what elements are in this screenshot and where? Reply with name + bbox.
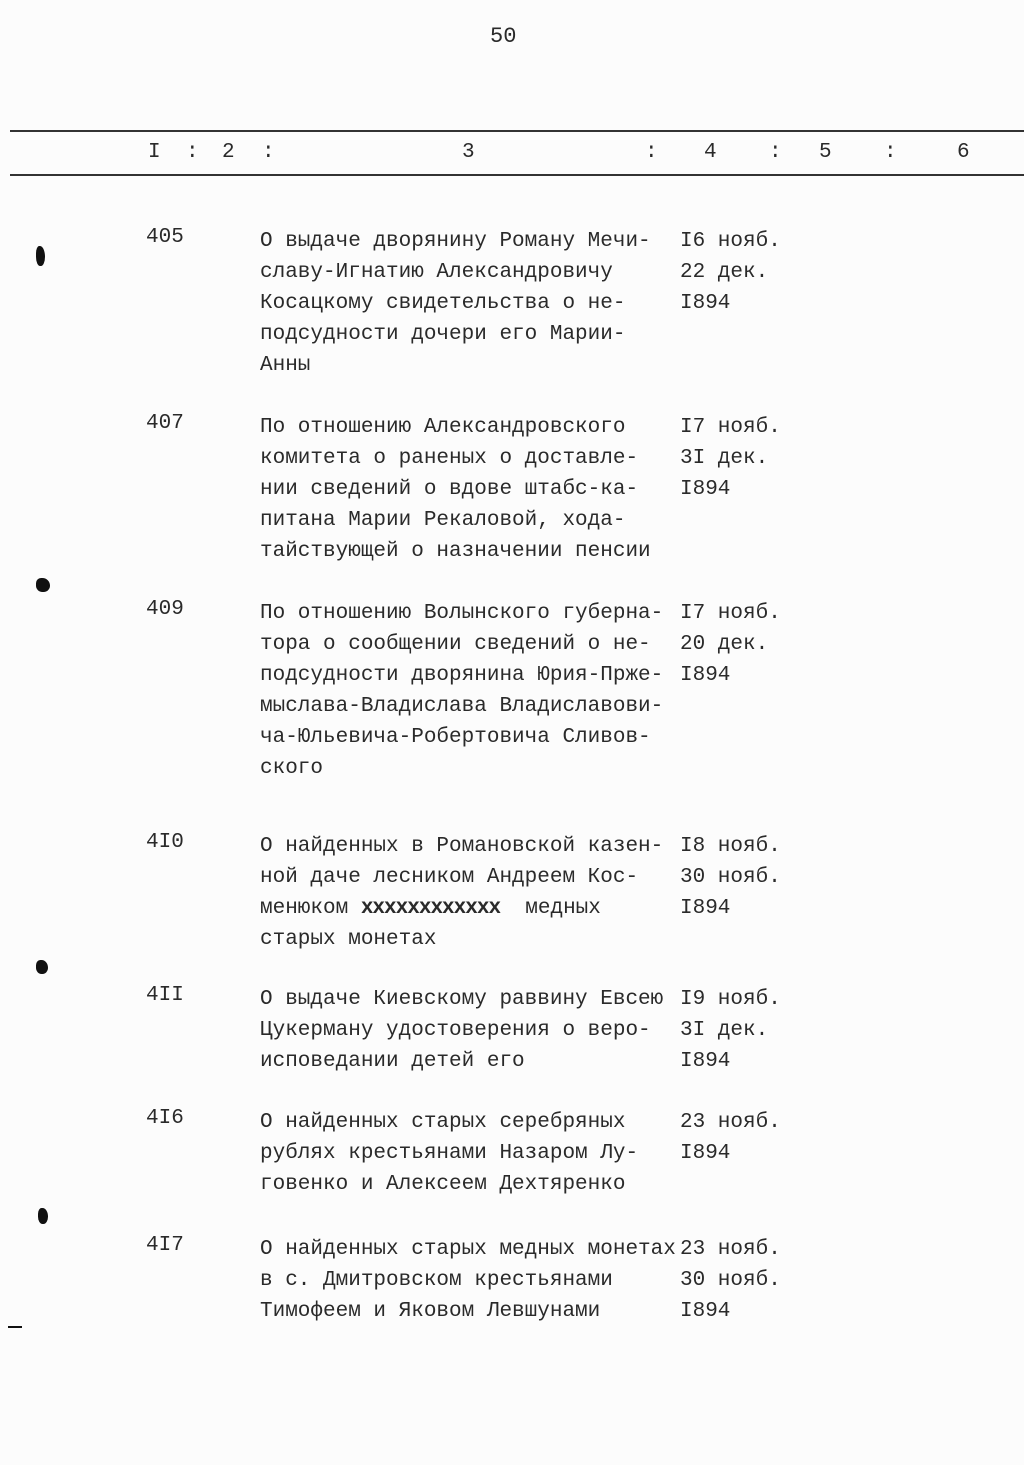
date-line: I894 <box>680 1050 731 1073</box>
date-line: I894 <box>680 1142 731 1165</box>
entry-number: 409 <box>146 598 184 621</box>
description-line: подсудности дворянина Юрия-Прже- <box>260 664 664 687</box>
column-header-1: I <box>148 141 161 164</box>
description-line: питана Марии Рекаловой, хода- <box>260 509 626 532</box>
margin-mark <box>38 1208 48 1224</box>
description-line: О выдаче Киевскому раввину Евсею <box>260 988 664 1011</box>
column-separator: : <box>262 141 275 164</box>
description-line: ной даче лесником Андреем Кос- <box>260 866 639 889</box>
page-number: 50 <box>490 24 517 49</box>
date-line: 3I дек. <box>680 1019 769 1042</box>
column-header-2: 2 <box>222 141 235 164</box>
date-line: 30 нояб. <box>680 1269 781 1292</box>
date-line: I894 <box>680 292 731 315</box>
description-line: Косацкому свидетельства о не- <box>260 292 626 315</box>
description-line: мыслава-Владислава Владиславови- <box>260 695 664 718</box>
description-line: в с. Дмитровском крестьянами <box>260 1269 613 1292</box>
date-line: 3I дек. <box>680 447 769 470</box>
date-line: I894 <box>680 664 731 687</box>
entry-dates <box>680 1107 781 1169</box>
column-separator: : <box>645 141 658 164</box>
column-header-3: 3 <box>462 141 475 164</box>
date-line: I7 нояб. <box>680 416 781 439</box>
entry-description <box>260 412 651 567</box>
struck-out-text: хххххххххххх <box>360 897 501 920</box>
date-line: 22 дек. <box>680 261 769 284</box>
column-header-4: 4 <box>704 141 717 164</box>
description-line: О выдаче дворянину Роману Мечи- <box>260 230 651 253</box>
description-line: подсудности дочери его Марии- <box>260 323 626 346</box>
description-line: По отношению Александровского <box>260 416 626 439</box>
header-top-rule <box>10 130 1024 132</box>
entry-description <box>260 1107 638 1200</box>
entry-dates <box>680 226 781 319</box>
date-line: 23 нояб. <box>680 1238 781 1261</box>
date-line: 23 нояб. <box>680 1111 781 1134</box>
description-line: комитета о раненых о доставле- <box>260 447 639 470</box>
entry-dates <box>680 831 781 924</box>
description-line <box>260 893 663 924</box>
column-separator: : <box>884 141 897 164</box>
margin-mark <box>36 246 45 266</box>
description-line: Анны <box>260 354 311 377</box>
column-separator: : <box>769 141 782 164</box>
description-line: славу-Игнатию Александровичу <box>260 261 613 284</box>
date-line: I894 <box>680 897 731 920</box>
description-line: ского <box>260 757 324 780</box>
entry-number: 4I7 <box>146 1234 184 1257</box>
entry-number: 4I0 <box>146 831 184 854</box>
entry-dates <box>680 984 781 1077</box>
date-line: I894 <box>680 478 731 501</box>
description-text: менюком <box>260 897 361 920</box>
entry-number: 4II <box>146 984 184 1007</box>
date-line: I8 нояб. <box>680 835 781 858</box>
description-line: О найденных старых медных монетах <box>260 1238 676 1261</box>
date-line: 30 нояб. <box>680 866 781 889</box>
column-separator: : <box>186 141 199 164</box>
description-line: О найденных старых серебряных <box>260 1111 626 1134</box>
description-line: рублях крестьянами Назаром Лу- <box>260 1142 639 1165</box>
entry-number: 407 <box>146 412 184 435</box>
description-line: По отношению Волынского губерна- <box>260 602 664 625</box>
entry-description <box>260 831 663 955</box>
header-bottom-rule <box>10 174 1024 176</box>
description-line: тайствующей о назначении пенсии <box>260 540 651 563</box>
description-text: медных <box>500 897 601 920</box>
description-line: нии сведений о вдове штабс-ка- <box>260 478 639 501</box>
date-line: I894 <box>680 1300 731 1323</box>
column-header-6: 6 <box>957 141 970 164</box>
entry-description <box>260 1234 676 1327</box>
entry-description <box>260 984 663 1077</box>
description-line: тора о сообщении сведений о не- <box>260 633 651 656</box>
margin-mark <box>36 960 48 974</box>
description-line: говенко и Алексеем Дехтяренко <box>260 1173 626 1196</box>
description-line: Цукерману удостоверения о веро- <box>260 1019 651 1042</box>
entry-number: 405 <box>146 226 184 249</box>
column-header-5: 5 <box>819 141 832 164</box>
entry-description <box>260 226 651 381</box>
description-line: исповедании детей его <box>260 1050 525 1073</box>
date-line: 20 дек. <box>680 633 769 656</box>
description-line: ча-Юльевича-Робертовича Сливов- <box>260 726 651 749</box>
date-line: I7 нояб. <box>680 602 781 625</box>
description-line: старых монетах <box>260 928 437 951</box>
description-line: Тимофеем и Яковом Левшунами <box>260 1300 601 1323</box>
date-line: I6 нояб. <box>680 230 781 253</box>
description-line: О найденных в Романовской казен- <box>260 835 664 858</box>
date-line: I9 нояб. <box>680 988 781 1011</box>
margin-mark <box>8 1326 22 1328</box>
entry-dates <box>680 598 781 691</box>
entry-dates <box>680 1234 781 1327</box>
entry-dates <box>680 412 781 505</box>
entry-description <box>260 598 663 784</box>
entry-number: 4I6 <box>146 1107 184 1130</box>
margin-mark <box>36 578 50 592</box>
